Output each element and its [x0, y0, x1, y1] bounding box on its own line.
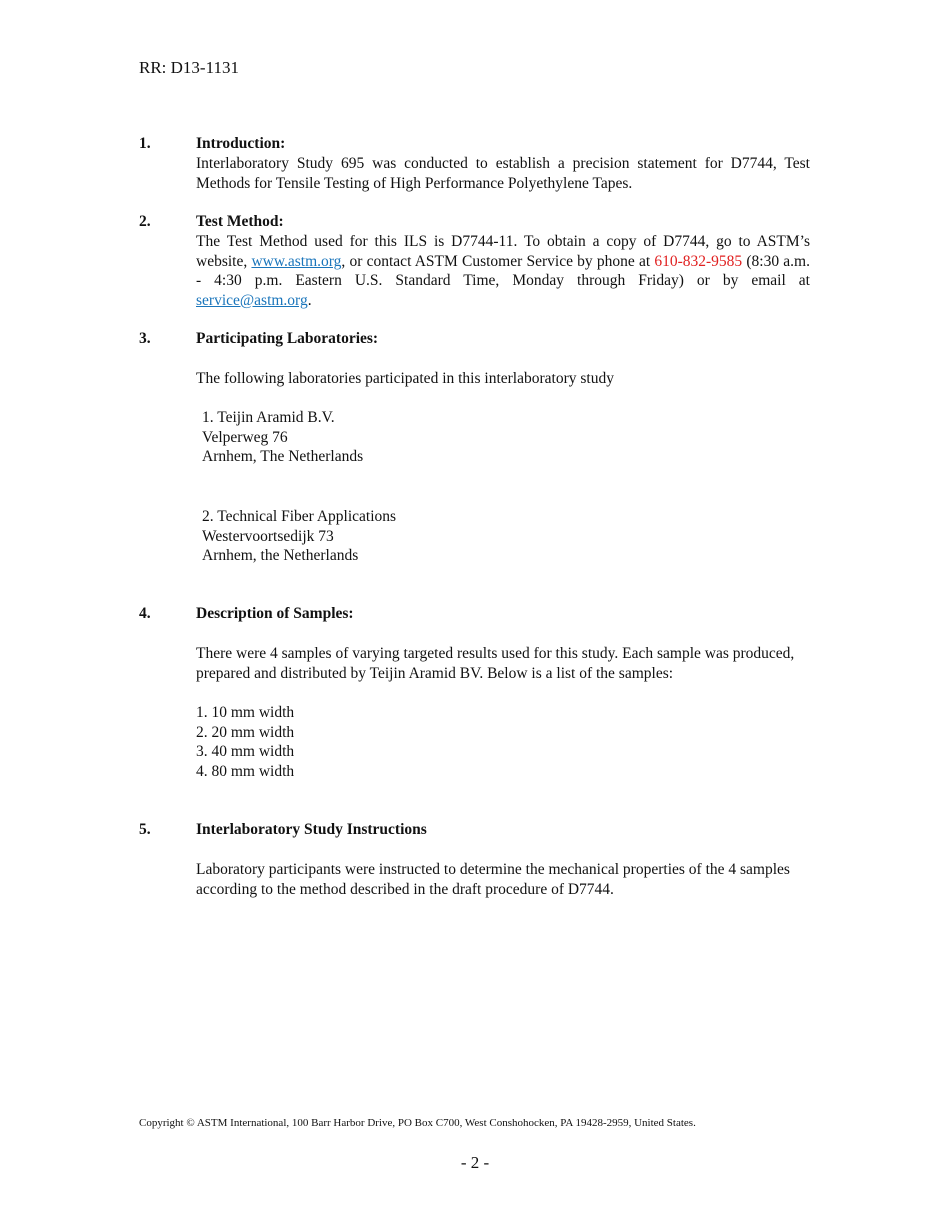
section-3-title: Participating Laboratories: [196, 330, 379, 347]
sample-list [196, 703, 294, 781]
lab-address-2 [202, 507, 396, 566]
astm-website-link[interactable]: www.astm.org [251, 252, 342, 270]
lab-2-city: Arnhem, the Netherlands [202, 547, 359, 565]
section-1-number: 1. [139, 135, 151, 152]
section-4-body: There were 4 samples of varying targeted results used for this study. Each sample was produced, prepared and distributed by Teijin Aramid BV. Below is a list of the samples: [196, 645, 795, 682]
sample-item: 2. 20 mm width [196, 723, 295, 741]
lab-1-name: 1. Teijin Aramid B.V. [202, 409, 335, 426]
sample-item: 4. 80 mm width [196, 762, 295, 780]
section-1-body: Interlaboratory Study 695 was conducted to establish a precision statement for D7744, Test Methods for Tensile Testing of High Performance Polyethylene Tapes. [196, 155, 810, 192]
section-4-number: 4. [139, 605, 151, 622]
section-2-title: Test Method: [196, 213, 284, 230]
section-2-body-part-d: . [307, 291, 312, 309]
section-2-body-part-a: The Test Method used for this ILS is D7744-11. To obtain a copy of D7744, go to ASTM’s website, [196, 233, 810, 270]
section-5-number: 5. [139, 821, 151, 838]
lab-1-street: Velperweg 76 [202, 428, 288, 446]
section-1-title: Introduction: [196, 135, 286, 152]
section-5-title: Interlaboratory Study Instructions [196, 821, 427, 838]
section-2-body-part-c: (8:30 a.m. - 4:30 p.m. Eastern U.S. Standard Time, Monday through Friday) or by email at [196, 252, 810, 290]
lab-address-1 [202, 408, 363, 467]
page-number: - 2 - [460, 1153, 490, 1172]
section-2-body [196, 232, 810, 310]
section-3-number: 3. [139, 330, 151, 347]
service-email-link[interactable]: service@astm.org [196, 291, 308, 309]
section-2-number: 2. [139, 213, 151, 230]
lab-1-city: Arnhem, The Netherlands [202, 448, 364, 466]
sample-item: 3. 40 mm width [196, 743, 295, 761]
copyright-footer: Copyright © ASTM International, 100 Barr Harbor Drive, PO Box C700, West Conshohocken, PA 19428-2959, United States. [139, 1117, 696, 1129]
section-3-intro: The following laboratories participated in this interlaboratory study [196, 370, 614, 387]
section-5-body: Laboratory participants were instructed to determine the mechanical properties of the 4 samples according to the method described in the draft procedure of D7744. [196, 861, 790, 898]
lab-2-street: Westervoortsedijk 73 [202, 527, 334, 545]
section-4-title: Description of Samples: [196, 605, 354, 622]
lab-2-name: 2. Technical Fiber Applications [202, 508, 397, 525]
customer-service-phone: 610-832-9585 [654, 252, 743, 270]
report-id: RR: D13-1131 [139, 58, 239, 77]
sample-item: 1. 10 mm width [196, 704, 295, 721]
section-2-body-part-b: , or contact ASTM Customer Service by phone at [341, 252, 655, 270]
